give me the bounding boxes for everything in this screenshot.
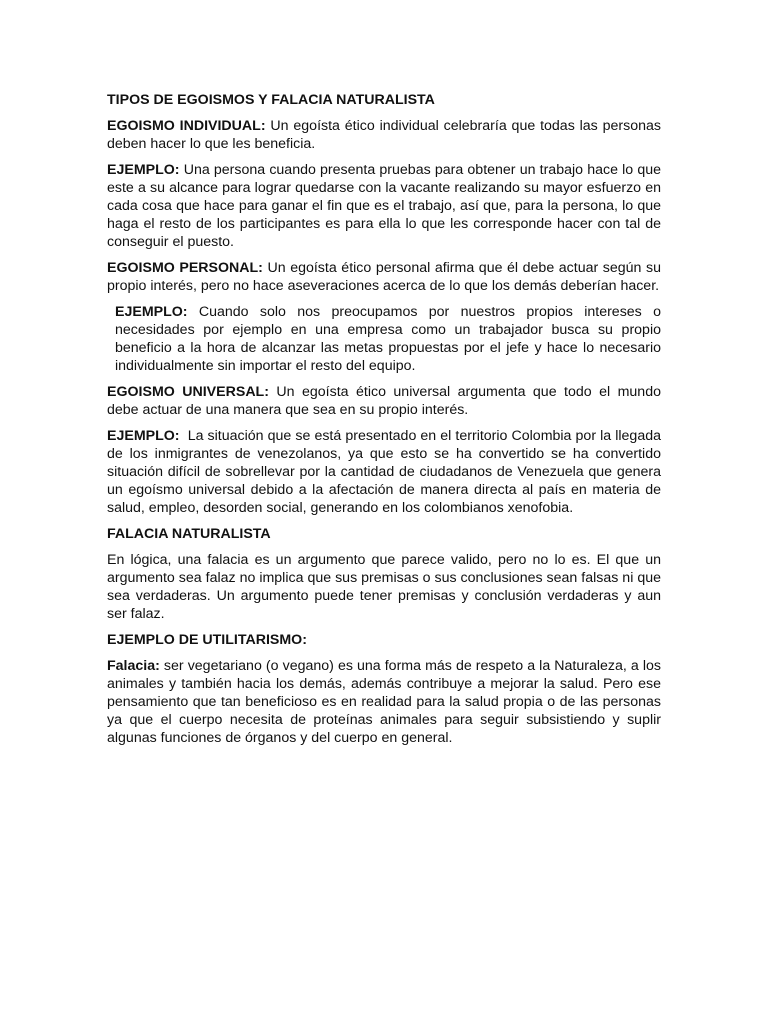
egoismo-universal-label: EGOISMO UNIVERSAL:: [107, 384, 269, 400]
egoismo-universal-paragraph: [107, 383, 661, 419]
document-page: [107, 91, 665, 755]
egoismo-individual-text: Un egoísta ético individual celebraría que todas las personas deben hacer lo que les beneficia.: [107, 118, 661, 152]
egoismo-individual-label: EGOISMO INDIVIDUAL:: [107, 118, 266, 134]
ejemplo-2-paragraph: [107, 303, 661, 375]
egoismo-personal-paragraph: [107, 259, 661, 295]
ejemplo-2-label: EJEMPLO:: [115, 304, 188, 320]
falacia-naturalista-heading: FALACIA NATURALISTA: [107, 526, 271, 542]
ejemplo-1-paragraph: [107, 161, 661, 251]
ejemplo-1-label: EJEMPLO:: [107, 162, 180, 178]
egoismo-individual-paragraph: [107, 117, 661, 153]
egoismo-personal-text: Un egoísta ético personal afirma que él debe actuar según su propio interés, pero no hace aseveraciones acerca de lo que los demás deberían hacer.: [107, 260, 661, 294]
ejemplo-3-label: EJEMPLO:: [107, 428, 180, 444]
ejemplo-3-paragraph: [107, 427, 665, 517]
ejemplo-2-text: Cuando solo nos preocupamos por nuestros propios intereses o necesidades por ejemplo en una empresa como un trabajador busca su propio beneficio a la hora de alcanzar las metas propuestas por el jefe y hace lo necesario individualmente sin importar el resto del equipo.: [115, 304, 661, 374]
document-title: TIPOS DE EGOISMOS Y FALACIA NATURALISTA: [107, 92, 435, 108]
falacia-example-text: ser vegetariano (o vegano) es una forma más de respeto a la Naturaleza, a los animales y también hacia los demás, además contribuye a mejorar la salud. Pero ese pensamiento que tan beneficioso es en realidad para la salud propia o de las personas ya que el cuerpo necesita de proteínas animales para seguir subsistiendo y suplir algunas funciones de órganos y del cuerpo en general.: [107, 658, 661, 746]
egoismo-universal-text: Un egoísta ético universal argumenta que todo el mundo debe actuar de una manera que sea en su propio interés.: [107, 384, 661, 418]
falacia-example-label: Falacia:: [107, 658, 160, 674]
ejemplo-3-text: La situación que se está presentado en el territorio Colombia por la llegada de los inmigrantes de venezolanos, ya que esto se ha convertido se ha convertido situación difícil de sobrellevar por la cantidad de ciudadanos de Venezuela que genera un egoísmo universal debido a la afectación de manera directa al país en materia de salud, empleo, desorden social, generando en los colombianos xenofobia.: [107, 428, 665, 516]
utilitarismo-heading: EJEMPLO DE UTILITARISMO:: [107, 632, 307, 648]
falacia-example-paragraph: [107, 657, 661, 747]
ejemplo-1-text: Una persona cuando presenta pruebas para obtener un trabajo hace lo que este a su alcance para lograr quedarse con la vacante realizando su mayor esfuerzo en cada cosa que hace para ganar el fin que es el trabajo, así que, para la persona, lo que haga el resto de los participantes es para ella lo que les corresponde hacer con tal de conseguir el puesto.: [107, 162, 661, 250]
falacia-definition-paragraph: En lógica, una falacia es un argumento que parece valido, pero no lo es. El que un argumento sea falaz no implica que sus premisas o sus conclusiones sean falsas ni que sea verdaderas. Un argumento puede tener premisas y conclusión verdaderas y aun ser falaz.: [107, 552, 661, 622]
egoismo-personal-label: EGOISMO PERSONAL:: [107, 260, 263, 276]
